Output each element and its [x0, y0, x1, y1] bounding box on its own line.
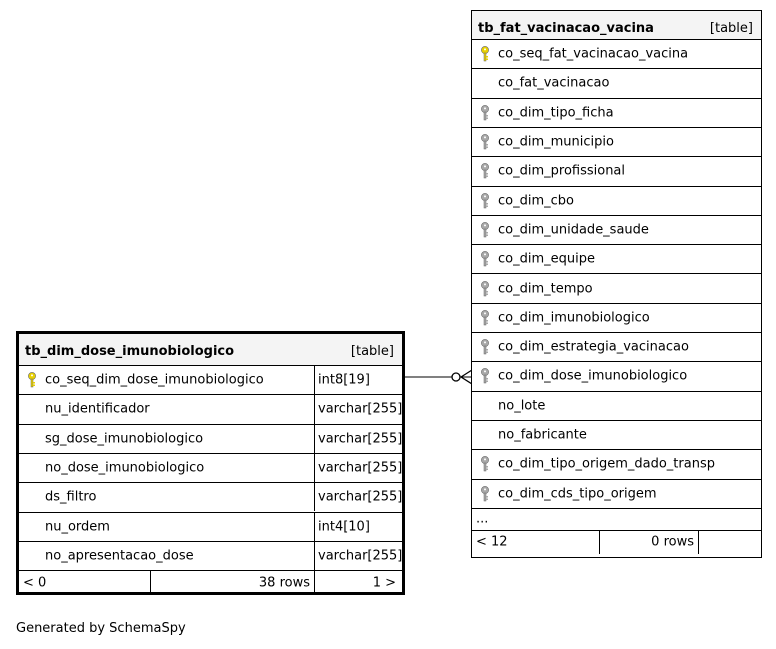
column-row[interactable]: [472, 303, 761, 332]
parents-count: < 0: [23, 575, 47, 591]
row-count-cell: [150, 571, 310, 594]
table-name[interactable]: tb_dim_dose_imunobiologico: [25, 344, 235, 359]
foreign-key-icon: [480, 310, 490, 326]
column-row[interactable]: [19, 424, 402, 453]
children-link[interactable]: [314, 571, 396, 594]
column-name: co_dim_estrategia_vacinacao: [498, 339, 689, 355]
column-type: int8[19]: [318, 372, 370, 388]
children-count: 1 >: [372, 575, 396, 591]
column-name: co_dim_tipo_ficha: [498, 105, 614, 121]
foreign-key-icon: [480, 368, 490, 384]
column-name: no_lote: [498, 398, 546, 414]
column-name: ds_filtro: [45, 489, 97, 505]
generated-by-text: Generated by SchemaSpy: [16, 621, 186, 636]
column-name: co_dim_unidade_saude: [498, 222, 649, 238]
table-footer: [472, 530, 761, 554]
column-name: co_dim_equipe: [498, 251, 595, 267]
dim-dose-imunobiologico-table: [16, 331, 405, 595]
column-row[interactable]: [472, 273, 761, 302]
foreign-key-icon: [480, 486, 490, 502]
column-row[interactable]: [472, 332, 761, 361]
column-type: varchar[255]: [318, 489, 403, 505]
foreign-key-icon: [480, 281, 490, 297]
column-type: varchar[255]: [318, 460, 403, 476]
children-link[interactable]: [698, 531, 755, 554]
ellipsis: ...: [476, 511, 489, 527]
column-name: co_dim_imunobiologico: [498, 310, 650, 326]
column-name: co_dim_tipo_origem_dado_transp: [498, 456, 715, 472]
column-row[interactable]: [472, 186, 761, 215]
column-row[interactable]: [19, 541, 402, 570]
primary-key-icon: [27, 372, 37, 388]
column-row[interactable]: [472, 68, 761, 97]
column-divider: [314, 454, 315, 482]
column-name: co_dim_cbo: [498, 193, 574, 209]
column-name: no_fabricante: [498, 427, 587, 443]
column-row[interactable]: [472, 244, 761, 273]
column-name: no_dose_imunobiologico: [45, 460, 205, 476]
column-type: int4[10]: [318, 519, 370, 535]
column-type: varchar[255]: [318, 401, 403, 417]
column-name: co_dim_dose_imunobiologico: [498, 368, 688, 384]
row-count: 0 rows: [651, 534, 694, 550]
column-row[interactable]: [472, 156, 761, 185]
table-name[interactable]: tb_fat_vacinacao_vacina: [478, 21, 654, 36]
column-type: varchar[255]: [318, 431, 403, 447]
column-row[interactable]: [472, 215, 761, 244]
column-divider: [314, 542, 315, 570]
column-row[interactable]: [19, 482, 402, 511]
table-header: [472, 11, 761, 39]
column-divider: [314, 366, 315, 394]
foreign-key-icon: [480, 134, 490, 150]
column-row[interactable]: [472, 449, 761, 478]
column-divider: [314, 395, 315, 423]
column-row[interactable]: [19, 453, 402, 482]
column-name: co_seq_fat_vacinacao_vacina: [498, 46, 689, 62]
table-kind: [table]: [709, 21, 753, 36]
column-name: co_dim_municipio: [498, 134, 614, 150]
row-count: 38 rows: [258, 575, 310, 591]
column-name: co_fat_vacinacao: [498, 75, 610, 91]
column-name: co_dim_tempo: [498, 281, 593, 297]
parents-count: < 12: [476, 534, 508, 550]
column-row[interactable]: [472, 39, 761, 68]
column-name: co_seq_dim_dose_imunobiologico: [45, 372, 264, 388]
column-row[interactable]: [472, 391, 761, 420]
column-row[interactable]: [472, 127, 761, 156]
table-kind: [table]: [350, 344, 394, 359]
primary-key-icon: [480, 46, 490, 62]
column-divider: [314, 483, 315, 511]
column-row[interactable]: [472, 479, 761, 508]
fat-vacinacao-vacina-table: [471, 10, 762, 558]
table-footer: [19, 570, 402, 594]
foreign-key-icon: [480, 193, 490, 209]
column-divider: [314, 513, 315, 541]
column-row[interactable]: [19, 365, 402, 394]
row-count-cell: [599, 531, 694, 554]
column-name: co_dim_cds_tipo_origem: [498, 486, 657, 502]
table-header: [19, 334, 402, 365]
column-row[interactable]: [472, 98, 761, 127]
column-divider: [314, 425, 315, 453]
column-row[interactable]: [19, 512, 402, 541]
foreign-key-icon: [480, 251, 490, 267]
column-row[interactable]: [472, 420, 761, 449]
column-row[interactable]: [19, 394, 402, 423]
column-name: co_dim_profissional: [498, 163, 626, 179]
more-columns-row[interactable]: [472, 508, 761, 530]
foreign-key-icon: [480, 163, 490, 179]
foreign-key-icon: [480, 456, 490, 472]
column-name: sg_dose_imunobiologico: [45, 431, 204, 447]
foreign-key-icon: [480, 339, 490, 355]
column-name: nu_ordem: [45, 519, 110, 535]
foreign-key-icon: [480, 222, 490, 238]
column-type: varchar[255]: [318, 548, 403, 564]
column-name: nu_identificador: [45, 401, 150, 417]
column-row[interactable]: [472, 361, 761, 390]
column-name: no_apresentacao_dose: [45, 548, 194, 564]
foreign-key-icon: [480, 105, 490, 121]
